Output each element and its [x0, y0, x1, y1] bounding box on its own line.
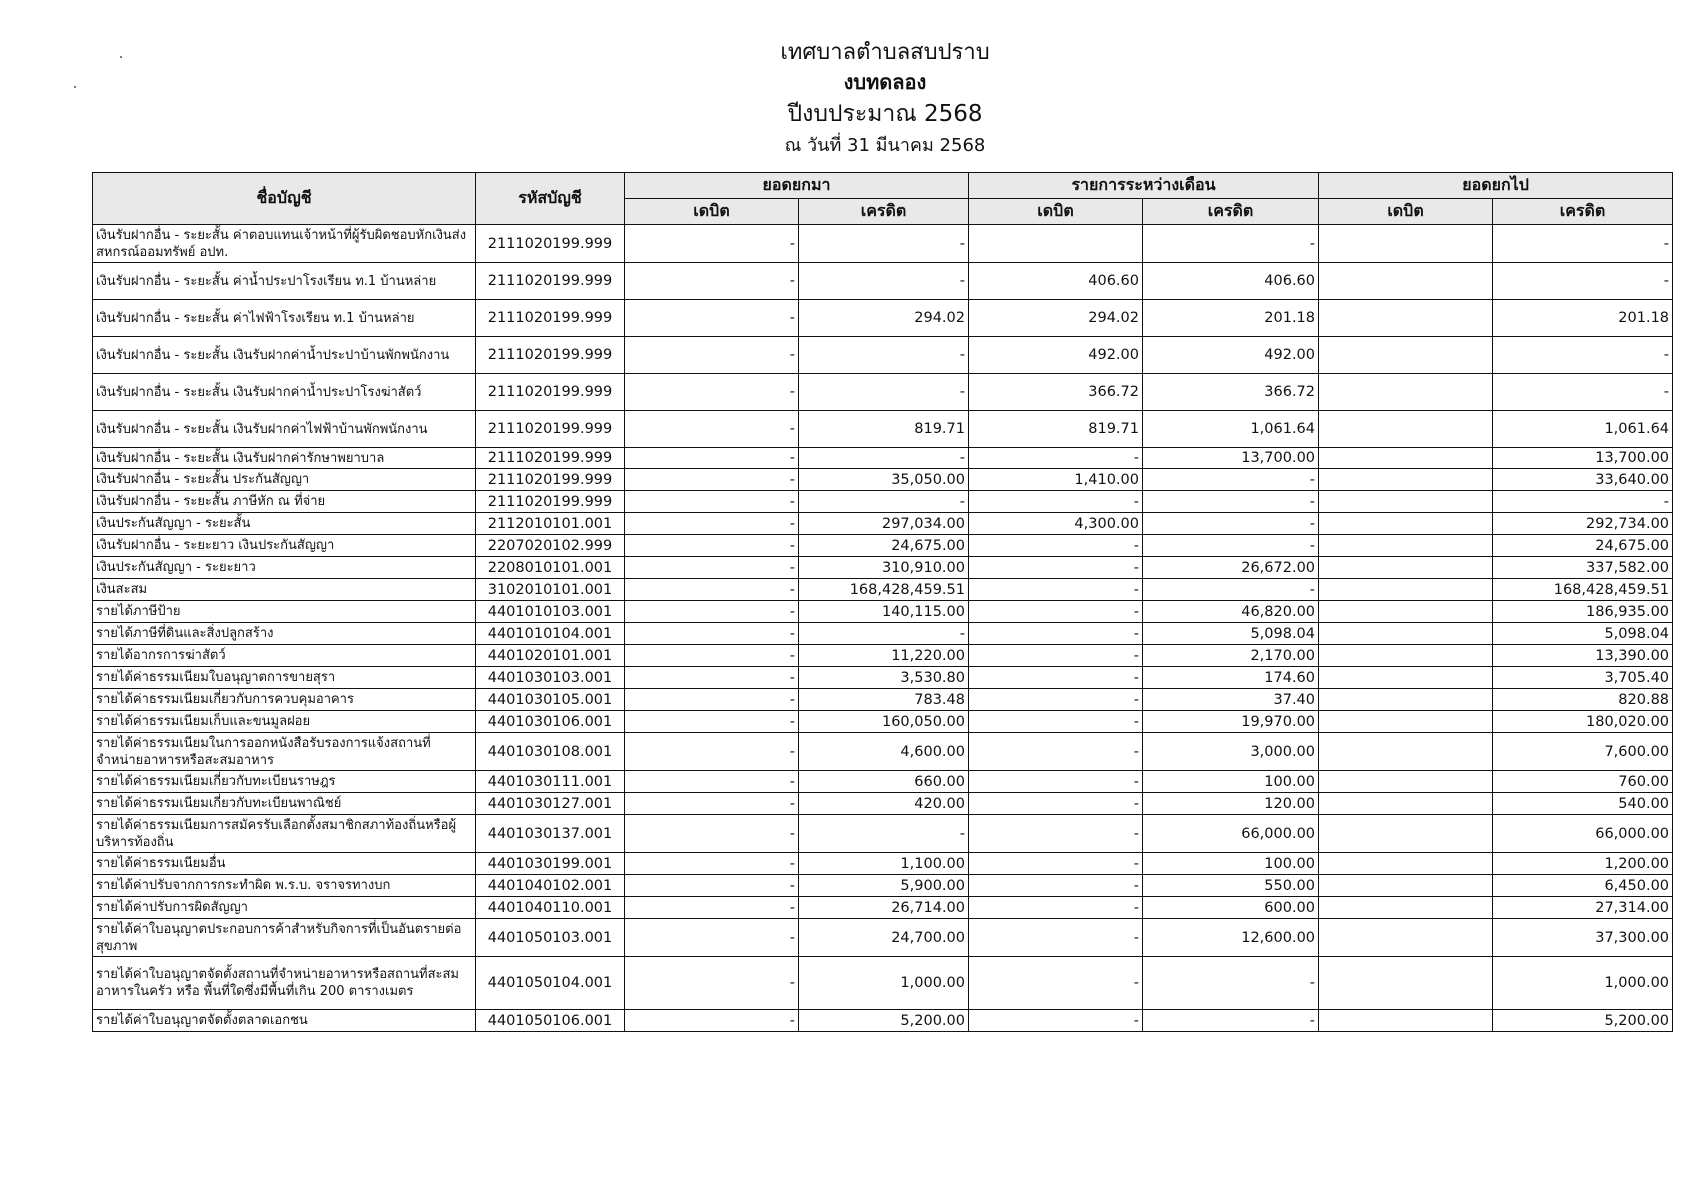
- cell-m-dr: -: [969, 601, 1143, 623]
- cell-code: 4401030137.001: [476, 815, 625, 853]
- cell-m-dr: -: [969, 733, 1143, 771]
- cell-m-dr: 492.00: [969, 337, 1143, 374]
- col-header-account-name: ชื่อบัญชี: [93, 173, 476, 225]
- cell-cf-cr: 33,640.00: [1493, 469, 1673, 491]
- cell-m-cr: 406.60: [1143, 263, 1319, 300]
- cell-code: 2111020199.999: [476, 411, 625, 448]
- cell-m-cr: -: [1143, 513, 1319, 535]
- cell-cf-dr: [1319, 875, 1493, 897]
- table-body: [93, 225, 1673, 1032]
- cell-bf-cr: 1,000.00: [799, 957, 969, 1010]
- cell-cf-dr: [1319, 623, 1493, 645]
- cell-cf-dr: [1319, 513, 1493, 535]
- cell-code: 4401030106.001: [476, 711, 625, 733]
- cell-code: 2112010101.001: [476, 513, 625, 535]
- cell-cf-dr: [1319, 667, 1493, 689]
- cell-name: เงินประกันสัญญา - ระยะสั้น: [93, 513, 476, 535]
- cell-cf-cr: 201.18: [1493, 300, 1673, 337]
- cell-bf-cr: 35,050.00: [799, 469, 969, 491]
- cell-bf-cr: 420.00: [799, 793, 969, 815]
- cell-code: 2111020199.999: [476, 374, 625, 411]
- cell-bf-dr: -: [625, 337, 799, 374]
- cell-m-dr: -: [969, 771, 1143, 793]
- cell-bf-dr: -: [625, 263, 799, 300]
- cell-bf-dr: -: [625, 1010, 799, 1032]
- cell-m-cr: 100.00: [1143, 853, 1319, 875]
- cell-name: เงินรับฝากอื่น - ระยะสั้น ค่าน้ำประปาโรงเรียน ท.1 บ้านหล่าย: [93, 263, 476, 300]
- cell-cf-dr: [1319, 535, 1493, 557]
- cell-bf-dr: -: [625, 771, 799, 793]
- cell-cf-cr: -: [1493, 491, 1673, 513]
- cell-name: เงินรับฝากอื่น - ระยะสั้น ค่าตอบแทนเจ้าหน้าที่ผู้รับผิดชอบหักเงินส่งสหกรณ์ออมทรัพย์ อปท.: [93, 225, 476, 263]
- cell-bf-dr: -: [625, 897, 799, 919]
- cell-code: 4401030105.001: [476, 689, 625, 711]
- cell-cf-cr: 1,200.00: [1493, 853, 1673, 875]
- organization-name: เทศบาลตำบลสบปราบ: [780, 40, 990, 65]
- cell-name: เงินรับฝากอื่น - ระยะยาว เงินประกันสัญญา: [93, 535, 476, 557]
- cell-m-cr: 201.18: [1143, 300, 1319, 337]
- table-row: [93, 300, 1673, 337]
- cell-cf-cr: 6,450.00: [1493, 875, 1673, 897]
- cell-m-dr: 406.60: [969, 263, 1143, 300]
- cell-m-cr: -: [1143, 1010, 1319, 1032]
- cell-bf-cr: 819.71: [799, 411, 969, 448]
- cell-bf-cr: -: [799, 623, 969, 645]
- cell-bf-dr: -: [625, 448, 799, 469]
- cell-bf-cr: 168,428,459.51: [799, 579, 969, 601]
- cell-cf-dr: [1319, 853, 1493, 875]
- cell-bf-dr: -: [625, 601, 799, 623]
- cell-bf-dr: -: [625, 645, 799, 667]
- cell-code: 4401010103.001: [476, 601, 625, 623]
- cell-code: 4401030103.001: [476, 667, 625, 689]
- cell-bf-dr: -: [625, 919, 799, 957]
- cell-name: เงินรับฝากอื่น - ระยะสั้น ค่าไฟฟ้าโรงเรียน ท.1 บ้านหล่าย: [93, 300, 476, 337]
- cell-name: รายได้ค่าธรรมเนียมอื่น: [93, 853, 476, 875]
- cell-cf-cr: 5,200.00: [1493, 1010, 1673, 1032]
- cell-bf-cr: 24,675.00: [799, 535, 969, 557]
- cell-cf-dr: [1319, 225, 1493, 263]
- cell-cf-cr: 66,000.00: [1493, 815, 1673, 853]
- cell-m-dr: -: [969, 689, 1143, 711]
- cell-bf-dr: -: [625, 535, 799, 557]
- cell-bf-dr: -: [625, 815, 799, 853]
- cell-cf-cr: 292,734.00: [1493, 513, 1673, 535]
- cell-cf-dr: [1319, 411, 1493, 448]
- cell-bf-cr: 297,034.00: [799, 513, 969, 535]
- cell-m-dr: -: [969, 875, 1143, 897]
- cell-bf-cr: 4,600.00: [799, 733, 969, 771]
- cell-cf-cr: -: [1493, 225, 1673, 263]
- cell-cf-dr: [1319, 1010, 1493, 1032]
- cell-name: รายได้ภาษีป้าย: [93, 601, 476, 623]
- cell-bf-cr: 3,530.80: [799, 667, 969, 689]
- cell-m-cr: -: [1143, 535, 1319, 557]
- cell-bf-cr: 5,200.00: [799, 1010, 969, 1032]
- cell-name: รายได้ค่าธรรมเนียมเกี่ยวกับทะเบียนราษฎร: [93, 771, 476, 793]
- cell-m-dr: -: [969, 579, 1143, 601]
- trial-balance-table: [92, 172, 1673, 1032]
- table-row: [93, 711, 1673, 733]
- cell-name: รายได้ค่าปรับการผิดสัญญา: [93, 897, 476, 919]
- cell-bf-dr: -: [625, 711, 799, 733]
- cell-bf-dr: -: [625, 374, 799, 411]
- table-row: [93, 535, 1673, 557]
- cell-bf-dr: -: [625, 793, 799, 815]
- cell-bf-dr: -: [625, 469, 799, 491]
- cell-bf-dr: -: [625, 513, 799, 535]
- table-row: [93, 957, 1673, 1010]
- cell-cf-dr: [1319, 793, 1493, 815]
- cell-bf-cr: -: [799, 225, 969, 263]
- fiscal-year: ปีงบประมาณ 2568: [787, 101, 983, 127]
- cell-name: รายได้ค่าธรรมเนียมใบอนุญาตการขายสุรา: [93, 667, 476, 689]
- table-row: [93, 853, 1673, 875]
- cell-code: 2111020199.999: [476, 469, 625, 491]
- cell-cf-cr: 24,675.00: [1493, 535, 1673, 557]
- cell-m-dr: [969, 225, 1143, 263]
- cell-name: เงินประกันสัญญา - ระยะยาว: [93, 557, 476, 579]
- cell-name: เงินสะสม: [93, 579, 476, 601]
- cell-m-dr: -: [969, 645, 1143, 667]
- cell-code: 2111020199.999: [476, 448, 625, 469]
- table-row: [93, 225, 1673, 263]
- cell-code: 4401050103.001: [476, 919, 625, 957]
- cell-m-cr: 600.00: [1143, 897, 1319, 919]
- cell-m-cr: 37.40: [1143, 689, 1319, 711]
- cell-bf-dr: -: [625, 557, 799, 579]
- cell-cf-dr: [1319, 469, 1493, 491]
- cell-cf-dr: [1319, 897, 1493, 919]
- table-row: [93, 374, 1673, 411]
- cell-cf-cr: 337,582.00: [1493, 557, 1673, 579]
- table-row: [93, 513, 1673, 535]
- cell-name: รายได้ค่าใบอนุญาตจัดตั้งตลาดเอกชน: [93, 1010, 476, 1032]
- cell-name: รายได้อากรการฆ่าสัตว์: [93, 645, 476, 667]
- col-header-credit: เครดิต: [1493, 199, 1673, 225]
- cell-m-cr: 174.60: [1143, 667, 1319, 689]
- cell-bf-cr: 5,900.00: [799, 875, 969, 897]
- cell-bf-cr: 783.48: [799, 689, 969, 711]
- cell-m-dr: -: [969, 1010, 1143, 1032]
- cell-m-dr: 4,300.00: [969, 513, 1143, 535]
- table-row: [93, 448, 1673, 469]
- cell-cf-cr: 37,300.00: [1493, 919, 1673, 957]
- cell-name: เงินรับฝากอื่น - ระยะสั้น เงินรับฝากค่าน้ำประปาโรงฆ่าสัตว์: [93, 374, 476, 411]
- table-row: [93, 667, 1673, 689]
- cell-code: 4401040110.001: [476, 897, 625, 919]
- cell-cf-cr: -: [1493, 263, 1673, 300]
- cell-bf-cr: -: [799, 337, 969, 374]
- table-row: [93, 557, 1673, 579]
- table-row: [93, 897, 1673, 919]
- cell-m-cr: 12,600.00: [1143, 919, 1319, 957]
- cell-m-dr: -: [969, 957, 1143, 1010]
- cell-bf-cr: -: [799, 815, 969, 853]
- cell-m-dr: -: [969, 448, 1143, 469]
- report-title: งบทดลอง: [843, 70, 927, 94]
- cell-bf-dr: -: [625, 411, 799, 448]
- cell-bf-cr: 660.00: [799, 771, 969, 793]
- col-header-credit: เครดิต: [799, 199, 969, 225]
- cell-code: 2111020199.999: [476, 300, 625, 337]
- cell-m-cr: 66,000.00: [1143, 815, 1319, 853]
- cell-cf-dr: [1319, 448, 1493, 469]
- cell-cf-cr: 13,390.00: [1493, 645, 1673, 667]
- cell-bf-dr: -: [625, 623, 799, 645]
- cell-m-dr: -: [969, 623, 1143, 645]
- cell-m-dr: -: [969, 853, 1143, 875]
- cell-bf-dr: -: [625, 491, 799, 513]
- cell-name: รายได้ค่าธรรมเนียมเกี่ยวกับการควบคุมอาคาร: [93, 689, 476, 711]
- table-row: [93, 815, 1673, 853]
- table-row: [93, 263, 1673, 300]
- cell-m-cr: 120.00: [1143, 793, 1319, 815]
- cell-m-dr: 294.02: [969, 300, 1143, 337]
- cell-cf-cr: 540.00: [1493, 793, 1673, 815]
- cell-m-cr: 2,170.00: [1143, 645, 1319, 667]
- cell-bf-cr: 11,220.00: [799, 645, 969, 667]
- cell-cf-dr: [1319, 733, 1493, 771]
- cell-m-dr: 366.72: [969, 374, 1143, 411]
- cell-code: 4401050106.001: [476, 1010, 625, 1032]
- cell-cf-cr: 13,700.00: [1493, 448, 1673, 469]
- cell-m-cr: 5,098.04: [1143, 623, 1319, 645]
- cell-code: 4401050104.001: [476, 957, 625, 1010]
- cell-m-dr: -: [969, 815, 1143, 853]
- cell-name: รายได้ค่าใบอนุญาตจัดตั้งสถานที่จำหน่ายอาหารหรือสถานที่สะสมอาหารในครัว หรือ พื้นที่ใดซึ่งมีพื้นที่เกิน 200 ตารางเมตร: [93, 957, 476, 1010]
- cell-m-cr: 366.72: [1143, 374, 1319, 411]
- cell-name: รายได้ภาษีที่ดินและสิ่งปลูกสร้าง: [93, 623, 476, 645]
- cell-bf-dr: -: [625, 733, 799, 771]
- cell-name: รายได้ค่าธรรมเนียมการสมัครรับเลือกตั้งสมาชิกสภาท้องถิ่นหรือผู้บริหารท้องถิ่น: [93, 815, 476, 853]
- cell-bf-dr: -: [625, 579, 799, 601]
- cell-cf-cr: 186,935.00: [1493, 601, 1673, 623]
- col-header-debit: เดบิต: [1319, 199, 1493, 225]
- cell-cf-cr: 3,705.40: [1493, 667, 1673, 689]
- cell-bf-dr: -: [625, 689, 799, 711]
- cell-m-dr: -: [969, 793, 1143, 815]
- cell-cf-cr: 180,020.00: [1493, 711, 1673, 733]
- cell-code: 2111020199.999: [476, 491, 625, 513]
- cell-bf-cr: 140,115.00: [799, 601, 969, 623]
- cell-bf-dr: -: [625, 957, 799, 1010]
- cell-m-dr: 819.71: [969, 411, 1143, 448]
- cell-bf-cr: 160,050.00: [799, 711, 969, 733]
- cell-cf-dr: [1319, 601, 1493, 623]
- cell-bf-dr: -: [625, 853, 799, 875]
- table-row: [93, 733, 1673, 771]
- cell-m-cr: 1,061.64: [1143, 411, 1319, 448]
- table-row: [93, 1010, 1673, 1032]
- cell-m-dr: -: [969, 667, 1143, 689]
- cell-cf-dr: [1319, 919, 1493, 957]
- cell-name: เงินรับฝากอื่น - ระยะสั้น เงินรับฝากค่ารักษาพยาบาล: [93, 448, 476, 469]
- table-row: [93, 875, 1673, 897]
- cell-bf-dr: -: [625, 667, 799, 689]
- table-row: [93, 579, 1673, 601]
- cell-code: 4401040102.001: [476, 875, 625, 897]
- cell-cf-cr: -: [1493, 337, 1673, 374]
- cell-cf-dr: [1319, 557, 1493, 579]
- cell-cf-cr: 27,314.00: [1493, 897, 1673, 919]
- cell-bf-cr: -: [799, 491, 969, 513]
- cell-m-cr: 550.00: [1143, 875, 1319, 897]
- cell-m-cr: -: [1143, 579, 1319, 601]
- cell-cf-cr: 760.00: [1493, 771, 1673, 793]
- table-row: [93, 623, 1673, 645]
- table-row: [93, 793, 1673, 815]
- cell-cf-dr: [1319, 337, 1493, 374]
- cell-m-cr: -: [1143, 225, 1319, 263]
- cell-bf-cr: 294.02: [799, 300, 969, 337]
- cell-m-dr: 1,410.00: [969, 469, 1143, 491]
- col-header-debit: เดบิต: [625, 199, 799, 225]
- cell-m-cr: 3,000.00: [1143, 733, 1319, 771]
- cell-bf-cr: -: [799, 448, 969, 469]
- cell-name: รายได้ค่าธรรมเนียมในการออกหนังสือรับรองการแจ้งสถานที่จำหน่ายอาหารหรือสะสมอาหาร: [93, 733, 476, 771]
- cell-bf-cr: 26,714.00: [799, 897, 969, 919]
- cell-m-cr: 19,970.00: [1143, 711, 1319, 733]
- cell-m-dr: -: [969, 897, 1143, 919]
- cell-cf-cr: 168,428,459.51: [1493, 579, 1673, 601]
- cell-cf-dr: [1319, 645, 1493, 667]
- table-row: [93, 601, 1673, 623]
- col-group-carried-forward: ยอดยกไป: [1319, 173, 1673, 199]
- table-row: [93, 771, 1673, 793]
- cell-bf-cr: 310,910.00: [799, 557, 969, 579]
- table-row: [93, 411, 1673, 448]
- table-row: [93, 491, 1673, 513]
- col-header-account-code: รหัสบัญชี: [476, 173, 625, 225]
- cell-cf-cr: 1,061.64: [1493, 411, 1673, 448]
- table-row: [93, 689, 1673, 711]
- cell-name: รายได้ค่าธรรมเนียมเกี่ยวกับทะเบียนพาณิชย์: [93, 793, 476, 815]
- cell-code: 3102010101.001: [476, 579, 625, 601]
- cell-bf-dr: -: [625, 875, 799, 897]
- cell-m-dr: -: [969, 557, 1143, 579]
- cell-cf-dr: [1319, 300, 1493, 337]
- cell-cf-dr: [1319, 711, 1493, 733]
- cell-bf-dr: -: [625, 225, 799, 263]
- cell-bf-cr: 1,100.00: [799, 853, 969, 875]
- cell-name: เงินรับฝากอื่น - ระยะสั้น ภาษีหัก ณ ที่จ่าย: [93, 491, 476, 513]
- cell-code: 4401020101.001: [476, 645, 625, 667]
- table-row: [93, 919, 1673, 957]
- table-row: [93, 337, 1673, 374]
- col-group-during-month: รายการระหว่างเดือน: [969, 173, 1319, 199]
- cell-code: 2111020199.999: [476, 225, 625, 263]
- table-row: [93, 645, 1673, 667]
- cell-cf-dr: [1319, 491, 1493, 513]
- cell-name: เงินรับฝากอื่น - ระยะสั้น เงินรับฝากค่าน้ำประปาบ้านพักพนักงาน: [93, 337, 476, 374]
- cell-code: 2207020102.999: [476, 535, 625, 557]
- cell-cf-cr: 1,000.00: [1493, 957, 1673, 1010]
- cell-code: 2208010101.001: [476, 557, 625, 579]
- col-group-brought-forward: ยอดยกมา: [625, 173, 969, 199]
- col-header-credit: เครดิต: [1143, 199, 1319, 225]
- cell-code: 4401010104.001: [476, 623, 625, 645]
- col-header-debit: เดบิต: [969, 199, 1143, 225]
- cell-m-dr: -: [969, 711, 1143, 733]
- table-row: [93, 469, 1673, 491]
- cell-code: 2111020199.999: [476, 337, 625, 374]
- cell-m-dr: -: [969, 491, 1143, 513]
- cell-m-cr: -: [1143, 469, 1319, 491]
- cell-m-cr: 492.00: [1143, 337, 1319, 374]
- cell-cf-cr: 5,098.04: [1493, 623, 1673, 645]
- cell-m-cr: 46,820.00: [1143, 601, 1319, 623]
- cell-m-cr: -: [1143, 957, 1319, 1010]
- cell-cf-cr: -: [1493, 374, 1673, 411]
- cell-m-cr: 13,700.00: [1143, 448, 1319, 469]
- cell-name: รายได้ค่าปรับจากการกระทำผิด พ.ร.บ. จราจรทางบก: [93, 875, 476, 897]
- cell-code: 4401030127.001: [476, 793, 625, 815]
- cell-m-cr: 26,672.00: [1143, 557, 1319, 579]
- cell-m-cr: -: [1143, 491, 1319, 513]
- cell-bf-cr: -: [799, 374, 969, 411]
- cell-code: 4401030108.001: [476, 733, 625, 771]
- cell-cf-dr: [1319, 579, 1493, 601]
- as-of-date: ณ วันที่ 31 มีนาคม 2568: [784, 135, 986, 156]
- cell-code: 4401030111.001: [476, 771, 625, 793]
- cell-bf-dr: -: [625, 300, 799, 337]
- cell-m-cr: 100.00: [1143, 771, 1319, 793]
- cell-cf-dr: [1319, 689, 1493, 711]
- cell-cf-dr: [1319, 263, 1493, 300]
- cell-cf-dr: [1319, 771, 1493, 793]
- cell-code: 2111020199.999: [476, 263, 625, 300]
- cell-name: เงินรับฝากอื่น - ระยะสั้น ประกันสัญญา: [93, 469, 476, 491]
- cell-cf-dr: [1319, 957, 1493, 1010]
- cell-cf-cr: 7,600.00: [1493, 733, 1673, 771]
- cell-code: 4401030199.001: [476, 853, 625, 875]
- cell-m-dr: -: [969, 535, 1143, 557]
- cell-name: รายได้ค่าธรรมเนียมเก็บและขนมูลฝอย: [93, 711, 476, 733]
- cell-name: เงินรับฝากอื่น - ระยะสั้น เงินรับฝากค่าไฟฟ้าบ้านพักพนักงาน: [93, 411, 476, 448]
- cell-bf-cr: -: [799, 263, 969, 300]
- cell-cf-dr: [1319, 374, 1493, 411]
- cell-m-dr: -: [969, 919, 1143, 957]
- cell-cf-dr: [1319, 815, 1493, 853]
- cell-name: รายได้ค่าใบอนุญาตประกอบการค้าสำหรับกิจการที่เป็นอันตรายต่อสุขภาพ: [93, 919, 476, 957]
- cell-cf-cr: 820.88: [1493, 689, 1673, 711]
- cell-bf-cr: 24,700.00: [799, 919, 969, 957]
